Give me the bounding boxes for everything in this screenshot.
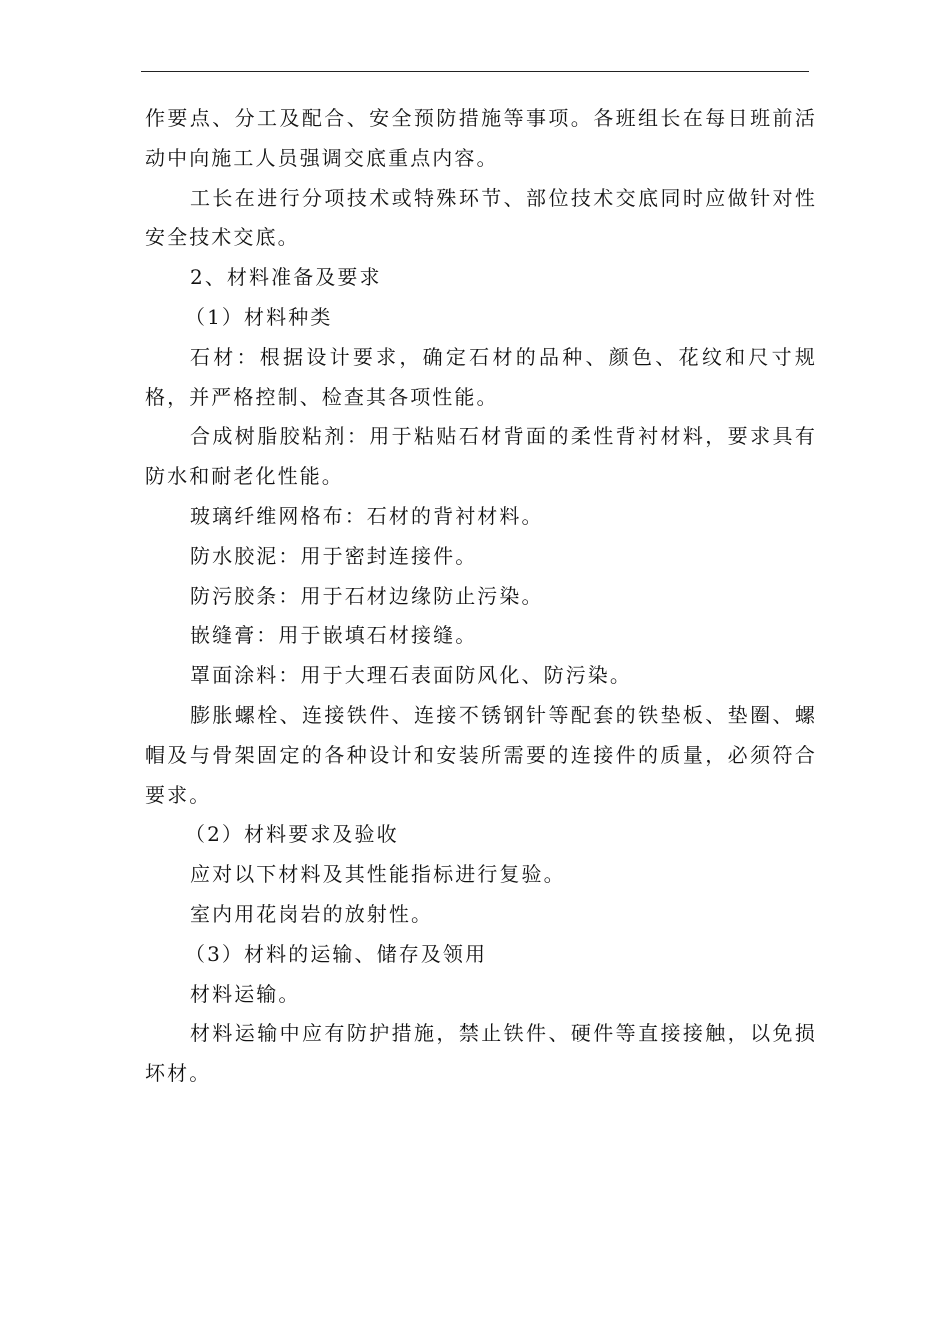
- document-body: [145, 99, 817, 1094]
- paragraph-transport-protection: 材料运输中应有防护措施，禁止铁件、硬件等直接接触，以免损坏材。: [145, 1021, 817, 1086]
- subheading-material-types: （1）材料种类: [185, 304, 333, 329]
- paragraph-stone: 石材：根据设计要求，确定石材的品种、颜色、花纹和尺寸规格，并严格控制、检查其各项性能。: [145, 344, 817, 409]
- paragraph-caulk: 嵌缝膏：用于嵌填石材接缝。: [190, 623, 478, 648]
- subheading-transport-storage: （3）材料的运输、储存及领用: [185, 941, 488, 966]
- section-heading-materials: 2、材料准备及要求: [190, 265, 382, 290]
- paragraph-2: 工长在进行分项技术或特殊环节、部位技术交底同时应做针对性安全技术交底。: [145, 185, 817, 250]
- paragraph-coating: 罩面涂料：用于大理石表面防风化、防污染。: [190, 663, 632, 688]
- paragraph-adhesive: 合成树脂胶粘剂：用于粘贴石材背面的柔性背衬材料，要求具有防水和耐老化性能。: [145, 424, 817, 489]
- paragraph-1: 作要点、分工及配合、安全预防措施等事项。各班组长在每日班前活动中向施工人员强调交底重点内容。: [145, 106, 817, 170]
- paragraph-retest: 应对以下材料及其性能指标进行复验。: [190, 862, 566, 887]
- header-rule: [141, 71, 809, 72]
- paragraph-antifouling-strip: 防污胶条：用于石材边缘防止污染。: [190, 583, 544, 608]
- paragraph-waterproof-mastic: 防水胶泥：用于密封连接件。: [190, 543, 478, 568]
- subheading-requirements: （2）材料要求及验收: [185, 822, 399, 847]
- paragraph-fasteners: 膨胀螺栓、连接铁件、连接不锈钢针等配套的铁垫板、垫圈、螺帽及与骨架固定的各种设计和安装所需要的连接件的质量，必须符合要求。: [145, 702, 817, 807]
- paragraph-fiberglass-mesh: 玻璃纤维网格布：石材的背衬材料。: [190, 503, 544, 528]
- paragraph-granite-radioactivity: 室内用花岗岩的放射性。: [190, 901, 434, 926]
- paragraph-transport: 材料运输。: [190, 981, 301, 1006]
